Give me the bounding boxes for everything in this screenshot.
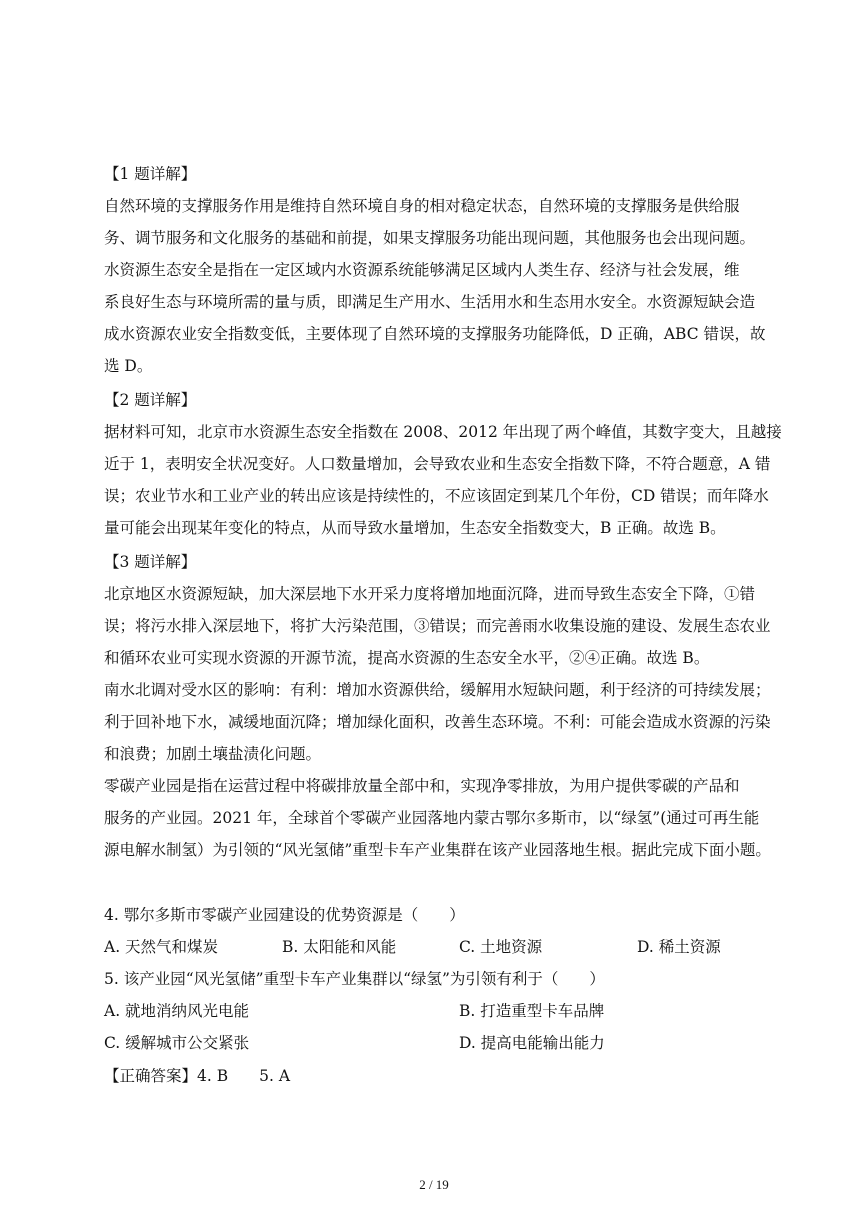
material-line: 服务的产业园。2021 年，全球首个零碳产业园落地内蒙古鄂尔多斯市，以“绿氢”(通过可再生能 (104, 809, 760, 827)
q4-option-b: B. 太阳能和风能 (282, 938, 397, 956)
q5-option-c: C. 缓解城市公交紧张 (104, 1034, 250, 1052)
q3-line: 南水北调对受水区的影响：有利：增加水资源供给，缓解用水短缺问题，利于经济的可持续发展； (104, 681, 771, 699)
answer-line: 【正确答案】4. B 5. A (104, 1067, 291, 1085)
q3-header: 【3 题详解】 (104, 553, 197, 571)
q1-header: 【1 题详解】 (104, 165, 197, 183)
q5-option-b: B. 打造重型卡车品牌 (459, 1002, 605, 1020)
q3-line: 利于回补地下水，减缓地面沉降；增加绿化面积，改善生态环境。不利：可能会造成水资源的污染 (104, 713, 771, 731)
q5-stem: 5. 该产业园“风光氢储”重型卡车产业集群以“绿氢”为引领有利于（ ） (104, 970, 605, 988)
q1-line: 自然环境的支撑服务作用是维持自然环境自身的相对稳定状态，自然环境的支撑服务是供给服 (104, 197, 740, 215)
page-number: 2 / 19 (419, 1177, 449, 1192)
q2-header: 【2 题详解】 (104, 391, 197, 409)
q4-option-a: A. 天然气和煤炭 (104, 938, 219, 956)
material-line: 零碳产业园是指在运营过程中将碳排放量全部中和，实现净零排放，为用户提供零碳的产品和 (104, 777, 740, 795)
q2-line: 近于 1，表明安全状况变好。人口数量增加，会导致农业和生态安全指数下降，不符合题意，A 错 (104, 455, 771, 473)
q4-option-d: D. 稀土资源 (637, 938, 721, 956)
q1-line: 成水资源农业安全指数变低，主要体现了自然环境的支撑服务功能降低，D 正确，ABC 错误，故 (104, 325, 766, 343)
q2-line: 量可能会出现某年变化的特点，从而导致水量增加，生态安全指数变大，B 正确。故选 B。 (104, 519, 726, 537)
q3-line: 和浪费；加剧土壤盐渍化问题。 (104, 745, 322, 763)
q5-option-d: D. 提高电能输出能力 (459, 1034, 605, 1052)
q1-line: 选 D。 (104, 357, 153, 375)
q1-line: 务、调节服务和文化服务的基础和前提，如果支撑服务功能出现问题，其他服务也会出现问题。 (104, 229, 756, 247)
q3-line: 北京地区水资源短缺，加大深层地下水开采力度将增加地面沉降，进而导致生态安全下降，①错 (104, 585, 756, 603)
q4-option-c: C. 土地资源 (459, 938, 543, 956)
q2-line: 误；农业节水和工业产业的转出应该是持续性的，不应该固定到某几个年份，CD 错误；而年降水 (104, 487, 769, 505)
q1-line: 水资源生态安全是指在一定区域内水资源系统能够满足区域内人类生存、经济与社会发展，维 (104, 261, 740, 279)
material-line: 源电解水制氢）为引领的“风光氢储”重型卡车产业集群在该产业园落地生根。据此完成下面小题。 (104, 841, 771, 859)
q3-line: 和循环农业可实现水资源的开源节流，提高水资源的生态安全水平，②④正确。故选 B。 (104, 649, 710, 667)
q2-line: 据材料可知，北京市水资源生态安全指数在 2008、2012 年出现了两个峰值，其数字变大，且越接 (104, 423, 782, 441)
q1-line: 系良好生态与环境所需的量与质，即满足生产用水、生活用水和生态用水安全。水资源短缺会造 (104, 293, 756, 311)
q5-option-a: A. 就地消纳风光电能 (104, 1002, 250, 1020)
q3-line: 误；将污水排入深层地下，将扩大污染范围，③错误；而完善雨水收集设施的建设、发展生态农业 (104, 617, 771, 635)
q4-stem: 4. 鄂尔多斯市零碳产业园建设的优势资源是（ ） (104, 906, 465, 924)
